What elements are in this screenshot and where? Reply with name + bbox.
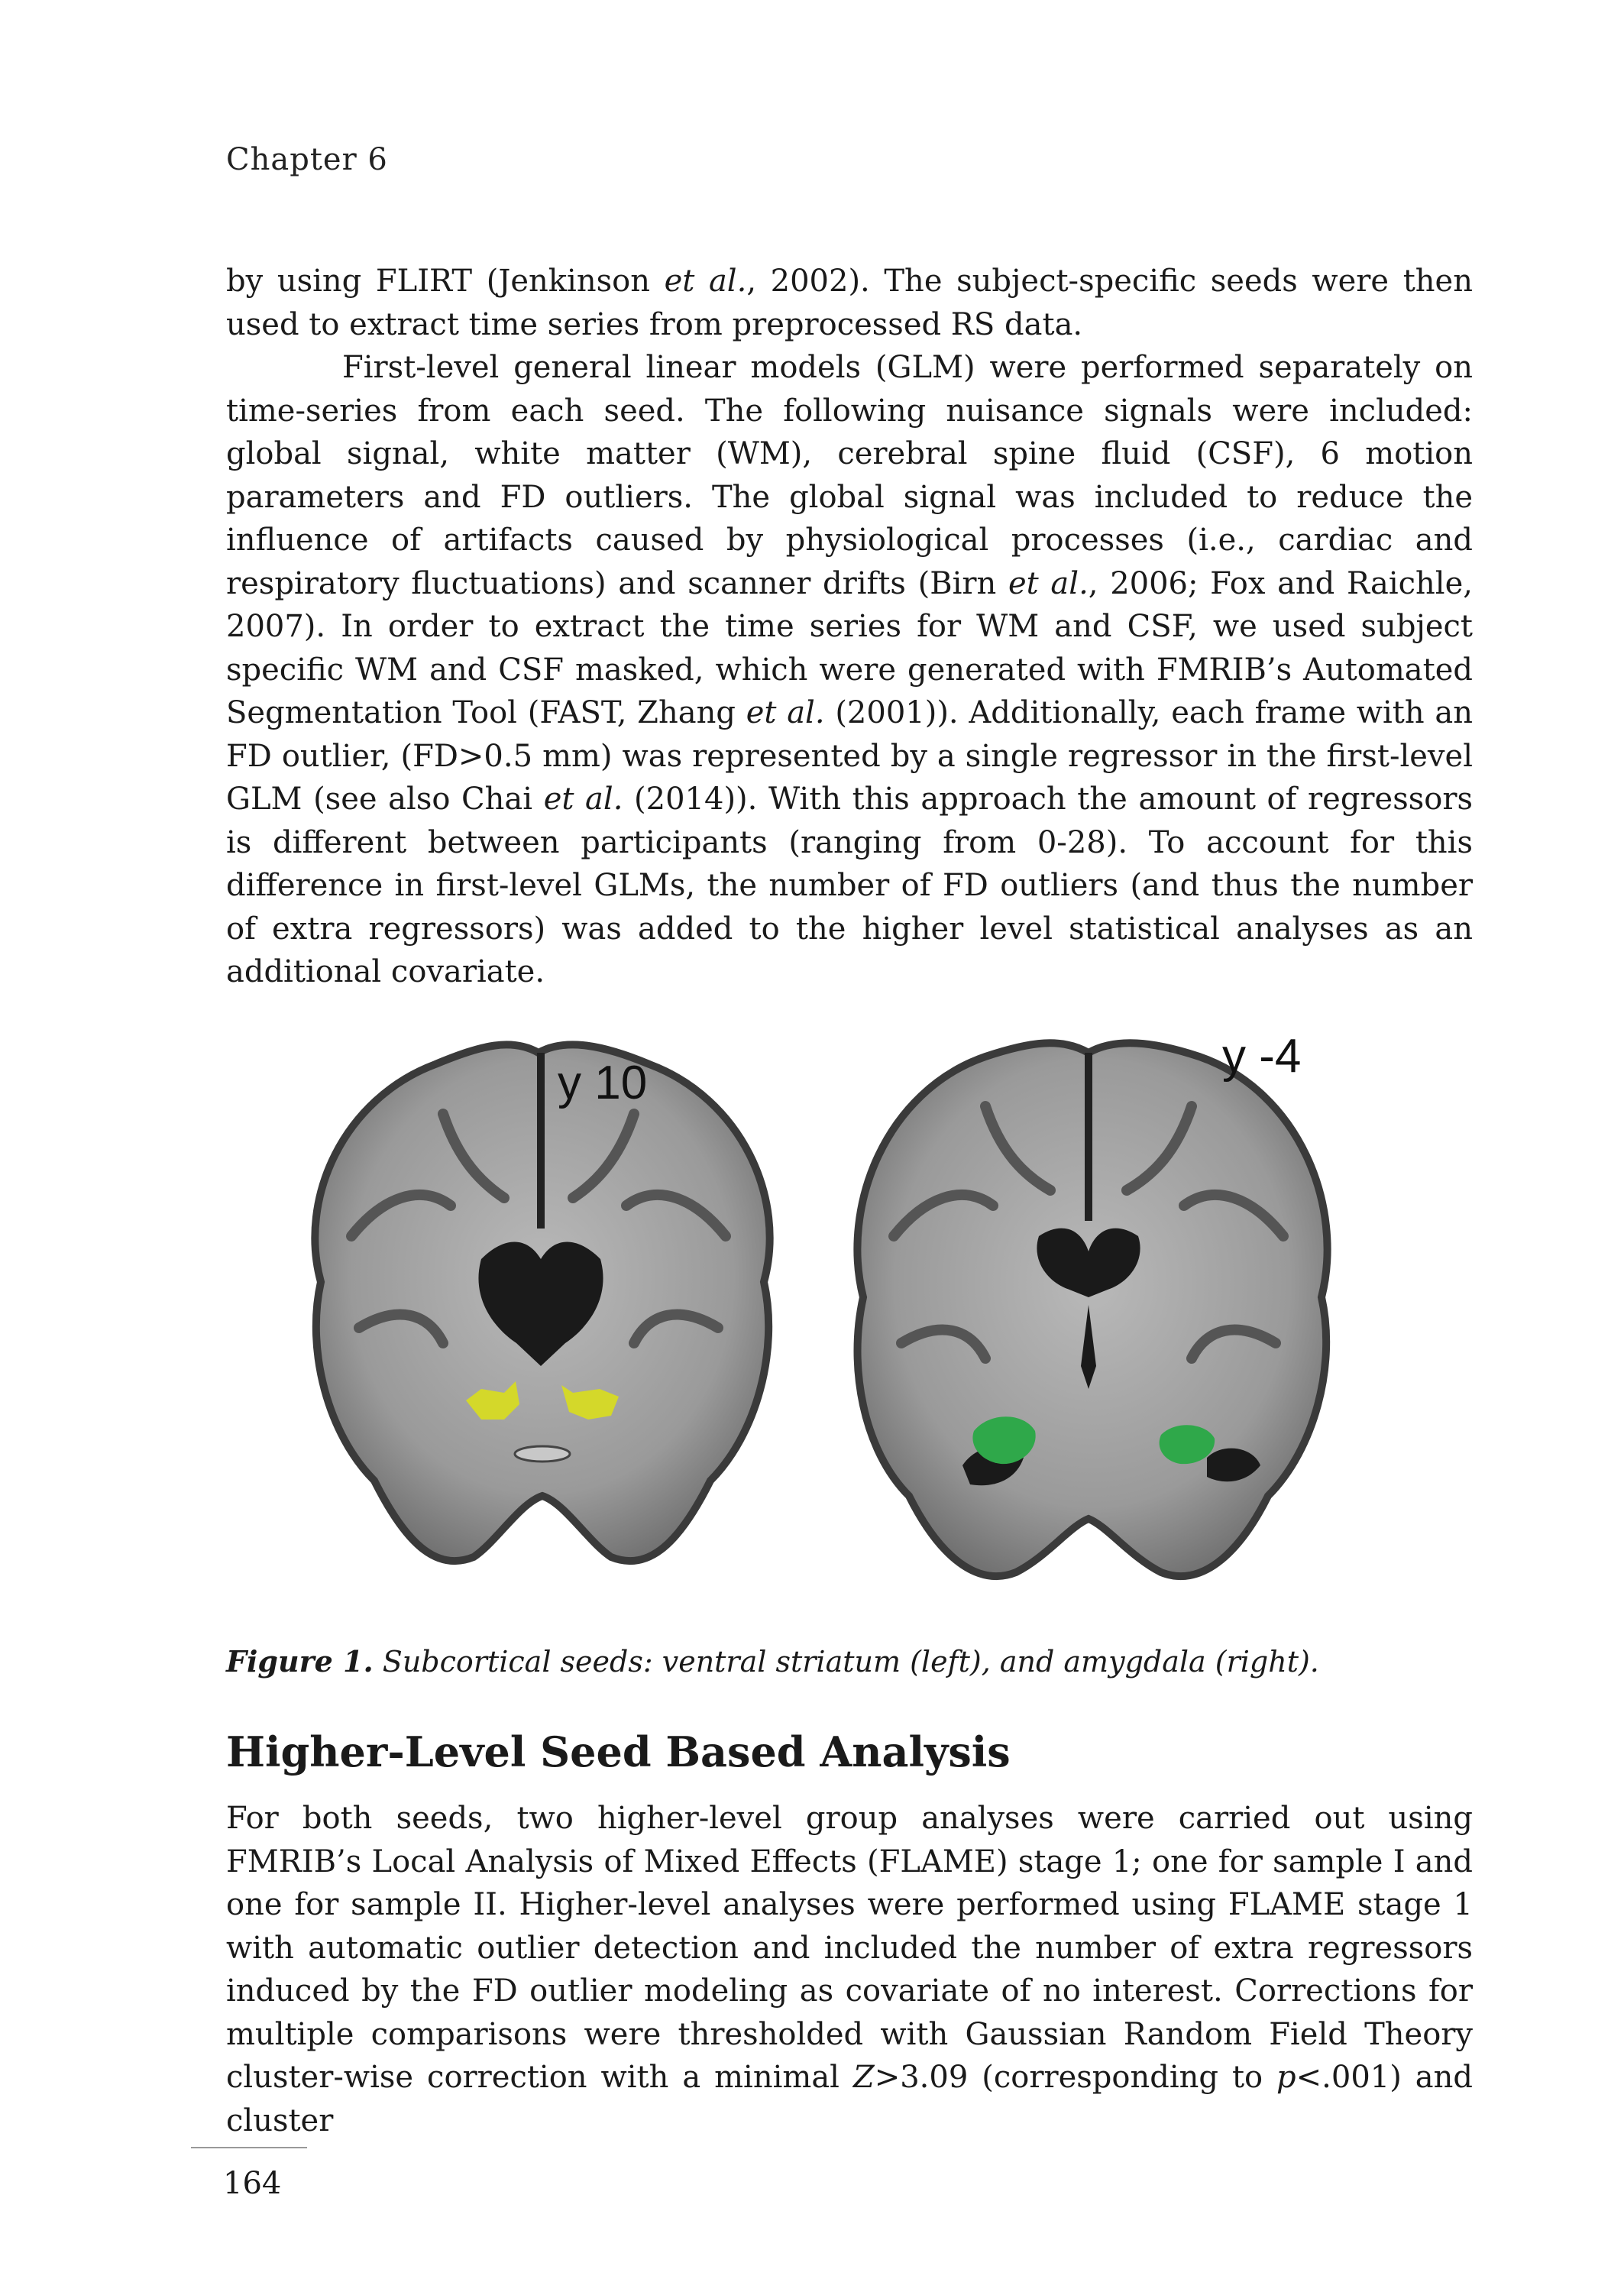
caption-text: Subcortical seeds: ventral striatum (left), and amygdala (right).: [373, 1645, 1319, 1679]
right-brain-slice: [857, 1030, 1327, 1576]
brain-figure-svg: [252, 1007, 1474, 1618]
left-brain-slice: [315, 1044, 769, 1561]
figure-brain-slices: [252, 1007, 1474, 1618]
body-text-top: [226, 260, 1473, 994]
figure-caption: [226, 1643, 1473, 1681]
paragraph: For both seeds, two higher-level group analyses were carried out using FMRIB’s Local Analysis of Mixed Effects (FLAME) stage 1; one for sample I and one for sample II. Higher-level analyses were performed using FLAME stage 1 with automatic outlier detection and included the number of extra regressors induced by the FD outlier modeling as covariate of no interest. Corrections for multiple comparisons were thresholded with Gaussian Random Field Theory cluster-wise correction with a minimal Z>3.09 (corresponding to p<.001) and cluster: [226, 1801, 1474, 2138]
paragraph: by using FLIRT (Jenkinson et al., 2002). The subject-specific seeds were then used to extract time series from preprocessed RS data.: [226, 264, 1473, 342]
page-number: 164: [223, 2166, 282, 2201]
footer-rule: [191, 2147, 307, 2148]
section-heading: Higher-Level Seed Based Analysis: [226, 1727, 1011, 1776]
left-slice-label: y 10: [558, 1057, 648, 1109]
caption-label: Figure 1.: [226, 1644, 374, 1679]
left-optic-chiasm: [515, 1446, 570, 1462]
paragraph: First-level general linear models (GLM) were performed separately on time-series from each seed. The following nuisance signals were included: global signal, white matter (WM), cerebral spine fluid (CSF), 6 motion parameters and FD outliers. The global signal was included to reduce the influence of artifacts caused by physiological processes (i.e., cardiac and respiratory fluctuations) and scanner drifts (Birn et al., 2006; Fox and Raichle, 2007). In order to extract the time series for WM and CSF, we used subject specific WM and CSF masked, which were generated with FMRIB’s Automated Segmentation Tool (FAST, Zhang et al. (2001)). Additionally, each frame with an FD outlier, (FD>0.5 mm) was represented by a single regressor in the first-level GLM (see also Chai et al. (2014)). With this approach the amount of regressors is different between participants (ranging from 0-28). To account for this difference in first-level GLMs, the number of FD outliers (and thus the number of extra regressors) was added to the higher level statistical analyses as an additional covariate.: [226, 350, 1473, 989]
running-head: Chapter 6: [226, 142, 388, 177]
right-slice-label: y -4: [1222, 1030, 1302, 1083]
body-text-bottom: [226, 1797, 1473, 2142]
